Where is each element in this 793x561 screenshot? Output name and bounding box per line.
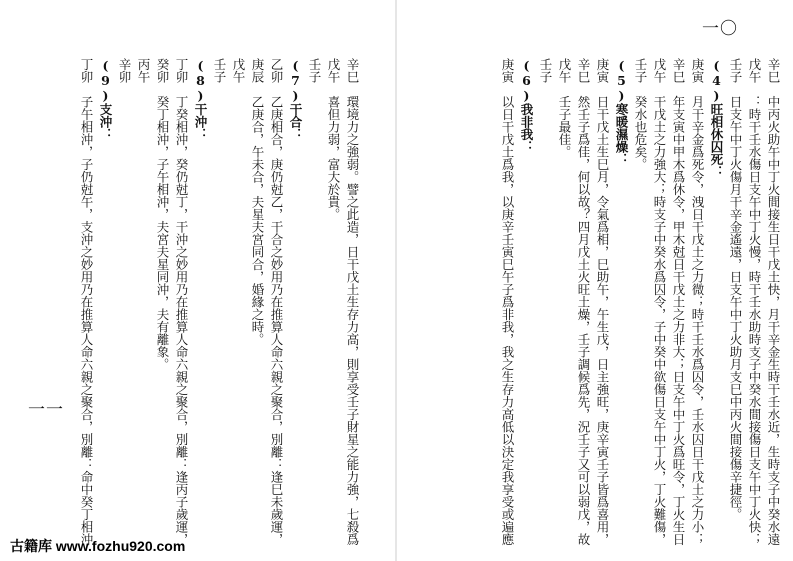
text-column: 辛巳 年支寅中甲木爲休令，甲木尅日干戊土之力非大；日支午中丁火爲旺令，丁火生日 (671, 58, 686, 546)
text-column: 丁卯 子午相沖，子仍尅午，支沖之妙用乃在推算人命六親之聚合，別離：命中癸丁相沖 (79, 58, 94, 546)
section-heading: (6)我非我： (519, 58, 534, 153)
text-column: 壬子 (538, 58, 553, 96)
section-heading: (4)旺相休囚死： (709, 58, 724, 178)
page-number-right: 一〇 (702, 19, 738, 38)
text-column: 壬子 (307, 58, 322, 96)
text-column: 庚辰 乙庚合，午未合，夫星夫宮同合，婚緣之時。 (250, 58, 265, 346)
text-column: 庚寅 月干辛金爲死令，洩日干戊土之力微；時干壬水爲囚令，壬水囚日干戊土之力小； (690, 58, 705, 546)
text-column: 戊午 壬子最佳。 (557, 58, 572, 158)
section-heading: (5)寒暖濕燥： (614, 58, 629, 166)
text-column: 壬子 癸水也危矣。 (633, 58, 648, 171)
text-column: 庚寅 日干戊土生巳月，令氣爲相，巳助午，午生戊，日主強旺，庚辛寅壬子皆爲喜用， (595, 58, 610, 546)
text-column: 乙卯 乙庚相合，庚仍尅乙，干合之妙用乃在推算人命六親之聚合，別離：逢巳未歲運， (269, 58, 284, 546)
text-column: 丁卯 丁癸相沖，癸仍尅丁，干沖之妙用乃在推算人命六親之聚合，別離：逢丙子歲運， (174, 58, 189, 546)
section-heading: (9)支沖： (98, 58, 113, 141)
page-number-left: 一一 (28, 400, 64, 419)
site-label: 古籍库 (10, 538, 52, 554)
text-column: 辛巳 然壬子爲佳，何以故？四月戊土火旺土燥，壬子調候爲先，況壬子又可以弱戊，故 (576, 58, 591, 546)
left-page (0, 0, 396, 561)
text-column: 戊午 ：時干壬水傷日支午中丁火慢，時干壬水助時支子中癸水間接傷日支午中丁火快； (747, 58, 762, 546)
text-column: 壬子 (212, 58, 227, 96)
text-column: 辛巳 中丙火助午中丁火間接生日干戊土快，月干辛金生時干壬水近，生時支子中癸水遠 (766, 58, 781, 546)
text-column: 戊午 喜但力弱，富大於貴。 (326, 58, 341, 221)
text-column: 戊午 (231, 58, 246, 96)
site-footer (10, 536, 185, 556)
text-column: 癸卯 癸丁相沖，子午相沖，夫宮夫星同沖，夫有離象。 (155, 58, 170, 371)
section-heading: (8)干沖： (193, 58, 208, 141)
right-page (397, 0, 793, 561)
site-url-link[interactable]: www.fozhu920.com (55, 538, 186, 554)
text-column: 戊午 干戊土之力強大；時支子中癸水爲囚令，子中癸中欲傷日支午中丁火，丁火難傷， (652, 58, 667, 546)
text-column: 辛巳 環境力之強弱。譬之此造，日干戊土生存力高，則享受壬子財星之能力強，七殺爲 (345, 58, 360, 546)
section-heading: (7)干合： (288, 58, 303, 141)
text-column: 壬子 日支午中丁火傷月干辛金遙遠，日支午中丁火助月支巳中丙火間接傷辛捷徑。 (728, 58, 743, 521)
text-column: 辛卯 (117, 58, 132, 96)
text-column: 丙午 (136, 58, 151, 96)
text-column: 庚寅 以日干戊土爲我，以庚辛壬寅巳午子爲非我，我之生存力高低以決定我享受或遍應 (500, 58, 515, 546)
